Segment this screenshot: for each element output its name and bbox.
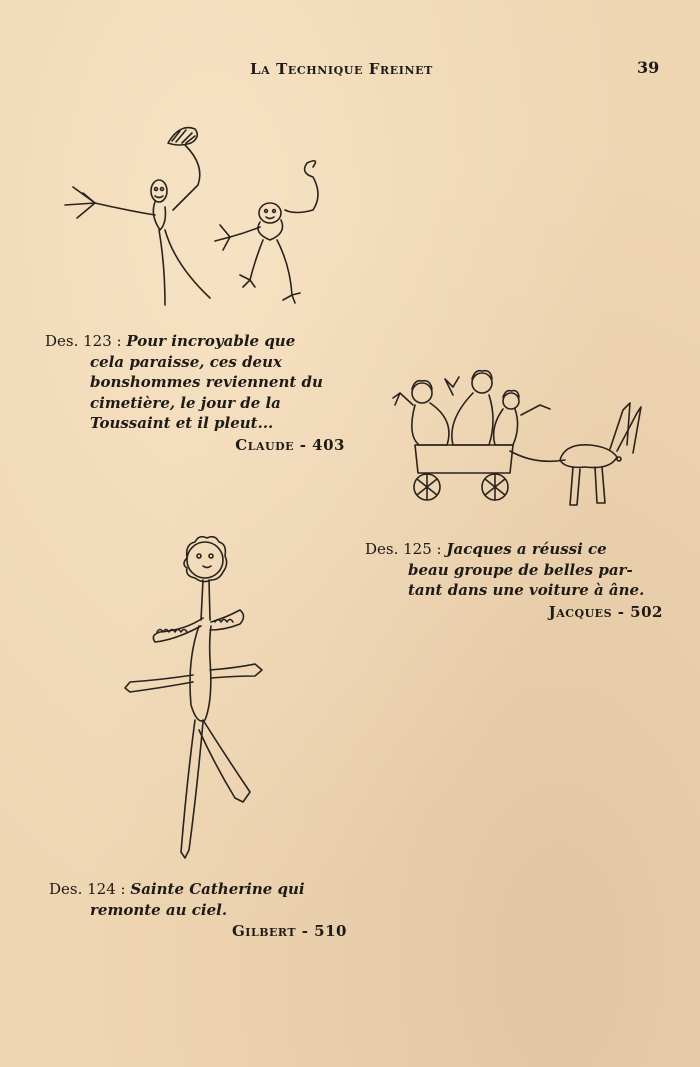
page-number: 39 <box>637 58 660 77</box>
caption-first-line <box>45 331 345 352</box>
caption-first-line <box>49 879 347 900</box>
caption-text: Pour incroyable que <box>126 332 296 350</box>
drawing-two-figures <box>55 115 335 315</box>
caption-text-line: cela paraisse, ces deux <box>90 352 282 371</box>
caption-author: Gilbert - 510 <box>232 922 347 940</box>
caption-text: Jacques a réussi ce <box>446 540 607 558</box>
caption-des-125 <box>365 539 663 622</box>
caption-text-line: Toussaint et il pleut... <box>90 414 274 432</box>
caption-author: Claude - 403 <box>235 435 345 454</box>
caption-text-line: tant dans une voiture à âne. <box>408 581 645 599</box>
caption-first-line <box>365 539 663 560</box>
caption-text-line: remonte au ciel. <box>90 900 228 919</box>
caption-number: Des. 125 : <box>365 540 442 558</box>
caption-number: Des. 124 : <box>49 880 126 898</box>
caption-des-123 <box>45 331 345 455</box>
caption-text-line: beau groupe de belles par- <box>408 560 633 579</box>
caption-text-line: bonshommes reviennent du <box>90 373 323 391</box>
drawing-donkey-cart <box>385 365 645 510</box>
drawing-sainte-catherine <box>115 530 275 870</box>
caption-number: Des. 123 : <box>45 332 122 350</box>
caption-author: Jacques - 502 <box>548 602 663 621</box>
running-head: La Technique Freinet <box>250 60 433 78</box>
caption-des-124 <box>49 879 347 942</box>
caption-text: Sainte Catherine qui <box>130 880 305 898</box>
caption-text-line: cimetière, le jour de la <box>90 393 281 412</box>
